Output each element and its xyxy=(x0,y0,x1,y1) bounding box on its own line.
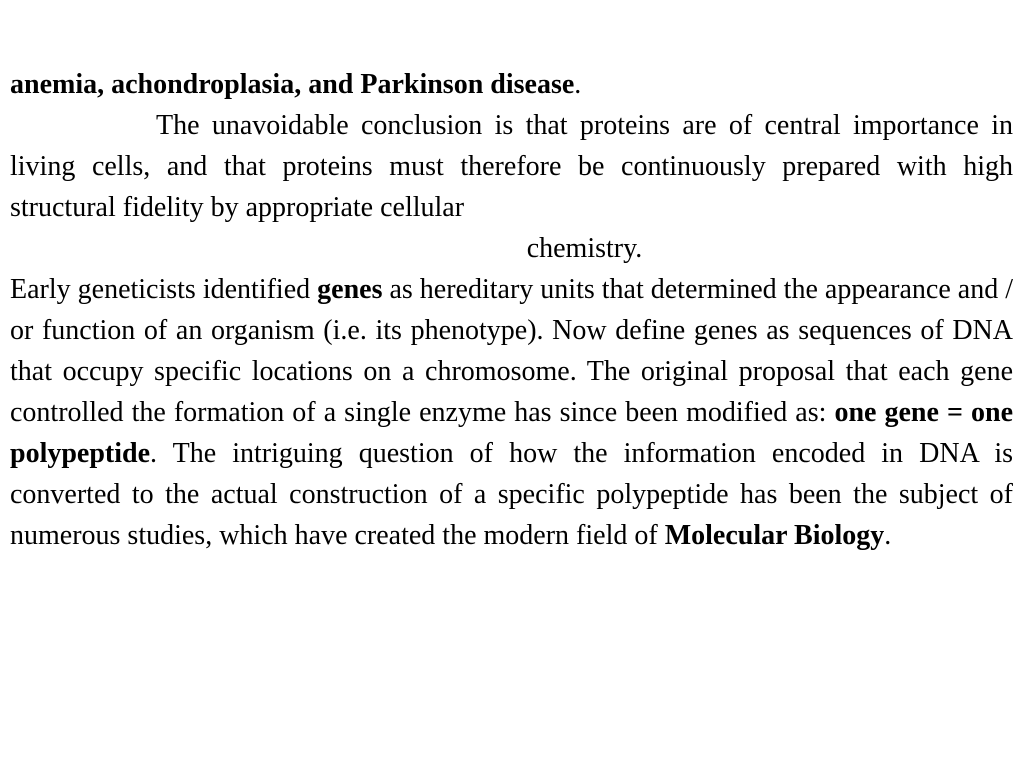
document-page xyxy=(10,64,1013,556)
genes-text-2: as hereditary units that determined the appearance and / or function of an organism (i.e. its phenotype). Now define genes as sequences of DNA that occupy specific locations on a chromosome. The original proposal that each gene controlled the formation of a single enzyme has since been modified as: xyxy=(10,274,1013,428)
bold-disease-list: anemia, achondroplasia, and Parkinson disease xyxy=(10,69,575,100)
genes-text-4: . xyxy=(884,520,892,551)
conclusion-text: The unavoidable conclusion is that proteins are of central importance in living cells, and that proteins must therefore be continuously prepared with high structural fidelity by appropriate cellular xyxy=(10,110,1013,223)
genes-text-3: . The intriguing question of how the information encoded in DNA is converted to the actual construction of a specific polypeptide has been the subject of numerous studies, which have created the modern field of xyxy=(10,438,1013,551)
paragraph-genes xyxy=(10,269,1013,556)
bold-one-gene-one-polypeptide: one gene = one polypeptide xyxy=(10,397,1013,469)
bold-molecular-biology: Molecular Biology xyxy=(664,520,885,551)
paragraph-conclusion xyxy=(10,105,1013,269)
paragraph-diseases xyxy=(10,64,1013,105)
bold-genes: genes xyxy=(317,274,383,305)
conclusion-last-line: chemistry. xyxy=(526,233,643,264)
genes-text-1: Early geneticists identified xyxy=(10,274,318,305)
para1-period: . xyxy=(574,69,582,100)
